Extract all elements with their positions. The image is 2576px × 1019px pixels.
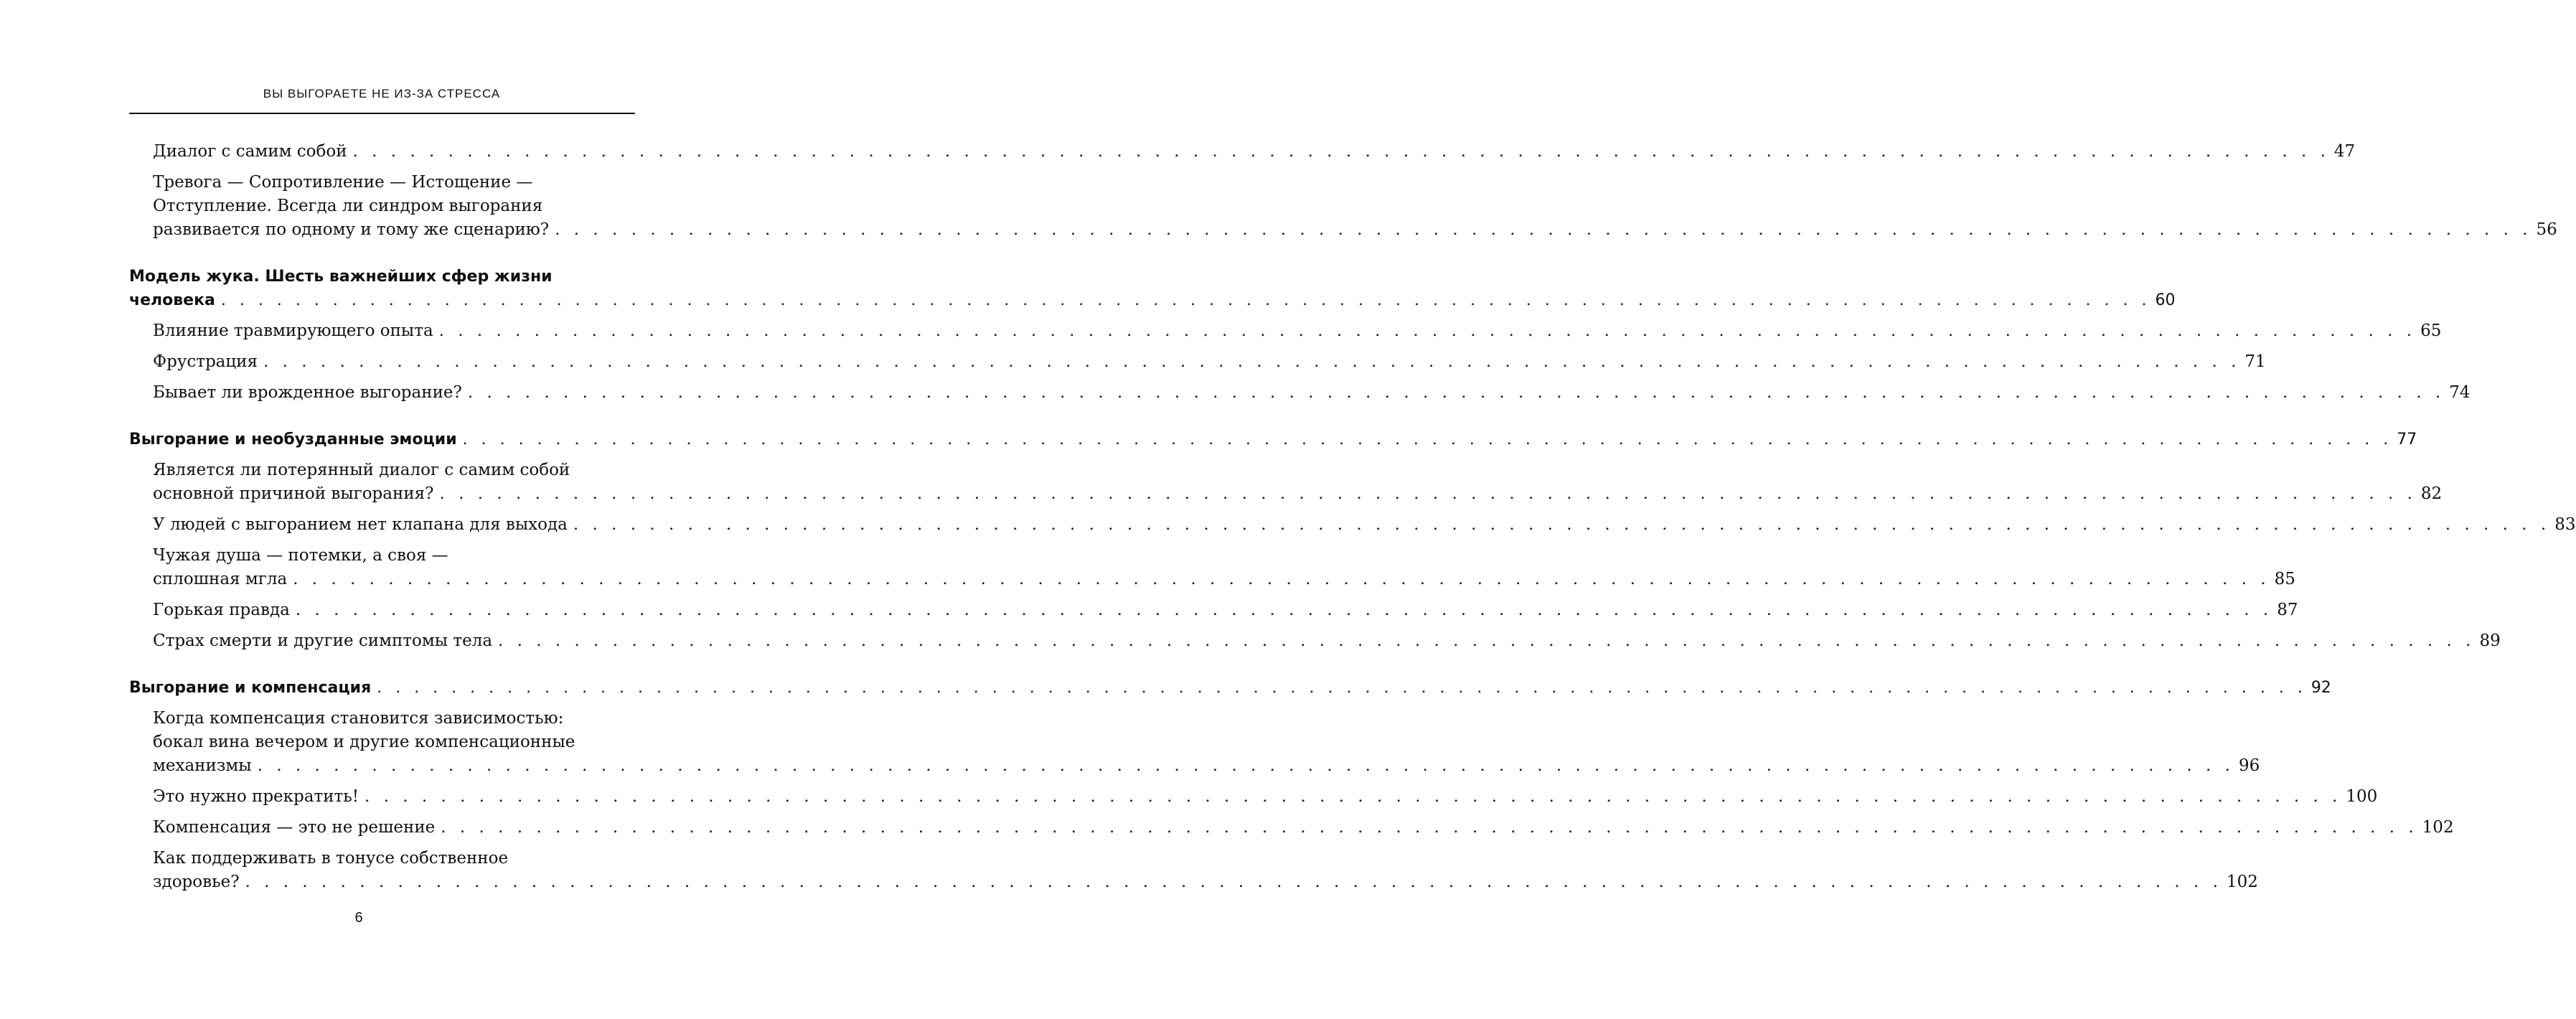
toc-page-number: 83 <box>2554 515 2576 534</box>
toc-entry-title-line: Тревога — Сопротивление — Истощение — <box>153 173 533 192</box>
toc-chapter-title-line: человека <box>129 291 215 309</box>
table-of-contents <box>129 140 2576 894</box>
toc-page-number: 89 <box>2479 631 2501 650</box>
dot-leader: . . . . . . . . . . . . . . . . . . . . . . . . . . . . . . . . . . . . . . . . . . . . . . . . . . . . . . . . . . . . . . . . . . . . . . . . . . . . . . . . . . . . . . . . . . . . . . . . . . . . . . . . <box>498 631 2476 650</box>
toc-entry-title-line: Как поддерживать в тонусе собственное <box>153 849 509 868</box>
toc-entry-subsection[interactable] <box>129 707 2260 778</box>
toc-entry-title-line: развивается по одному и тому же сценарию? <box>153 220 550 239</box>
toc-entry-subsection[interactable] <box>129 785 2378 809</box>
toc-entry-title: Диалог с самим собой <box>153 142 347 161</box>
toc-entry-title-line: Отступление. Всегда ли синдром выгорания <box>153 197 543 215</box>
toc-entry-title: Компенсация — это не решение <box>153 818 436 837</box>
dot-leader: . . . . . . . . . . . . . . . . . . . . . . . . . . . . . . . . . . . . . . . . . . . . . . . . . . . . . . . . . . . . . . . . . . . . . . . . . . . . . . . . . . . . . . . . . . . . . . . . . . . . . . . . <box>555 220 2532 239</box>
toc-page-number: 47 <box>2333 142 2356 161</box>
toc-entry-title: Фрустрация <box>153 352 258 371</box>
toc-entry-chapter[interactable] <box>129 265 2176 312</box>
toc-entry-title: Это нужно прекратить! <box>153 787 359 806</box>
dot-leader: . . . . . . . . . . . . . . . . . . . . . . . . . . . . . . . . . . . . . . . . . . . . . . . . . . . . . . . . . . . . . . . . . . . . . . . . . . . . . . . . . . . . . . . . . . . . . . . . . . . . . . . . <box>263 352 2241 371</box>
toc-page-number: 85 <box>2274 570 2295 588</box>
toc-entry-subsection[interactable] <box>129 350 2266 374</box>
toc-entry-subsection[interactable] <box>129 459 2443 506</box>
toc-entry-chapter[interactable] <box>129 676 2331 700</box>
dot-leader: . . . . . . . . . . . . . . . . . . . . . . . . . . . . . . . . . . . . . . . . . . . . . . . . . . . . . . . . . . . . . . . . . . . . . . . . . . . . . . . . . . . . . . . . . . . . . . . . . . . . . . . . <box>220 291 2151 309</box>
dot-leader: . . . . . . . . . . . . . . . . . . . . . . . . . . . . . . . . . . . . . . . . . . . . . . . . . . . . . . . . . . . . . . . . . . . . . . . . . . . . . . . . . . . . . . . . . . . . . . . . . . . . . . . . <box>365 787 2342 806</box>
toc-entry-subsection[interactable] <box>129 140 2356 164</box>
dot-leader: . . . . . . . . . . . . . . . . . . . . . . . . . . . . . . . . . . . . . . . . . . . . . . . . . . . . . . . . . . . . . . . . . . . . . . . . . . . . . . . . . . . . . . . . . . . . . . . . . . . . . . . . <box>293 570 2270 588</box>
toc-entry-title-line: Когда компенсация становится зависимостью: <box>153 709 564 728</box>
toc-entry-title-line: Чужая душа — потемки, а своя — <box>153 546 448 565</box>
toc-entry-title: Горькая правда <box>153 601 290 619</box>
dot-leader: . . . . . . . . . . . . . . . . . . . . . . . . . . . . . . . . . . . . . . . . . . . . . . . . . . . . . . . . . . . . . . . . . . . . . . . . . . . . . . . . . . . . . . . . . . . . . . . . . . . . . . . . <box>438 321 2417 340</box>
toc-entry-subsection[interactable] <box>129 544 2295 591</box>
toc-page-number: 71 <box>2244 352 2266 371</box>
toc-page-number: 77 <box>2397 431 2417 449</box>
toc-page-number: 102 <box>2226 873 2258 891</box>
toc-page-number: 74 <box>2449 383 2471 402</box>
toc-page-number: 102 <box>2422 818 2454 837</box>
dot-leader: . . . . . . . . . . . . . . . . . . . . . . . . . . . . . . . . . . . . . . . . . . . . . . . . . . . . . . . . . . . . . . . . . . . . . . . . . . . . . . . . . . . . . . . . . . . . . . . . . . . . . . . . <box>257 756 2234 775</box>
toc-entry-title: У людей с выгоранием нет клапана для выхода <box>153 515 568 534</box>
toc-entry-subsection[interactable] <box>129 847 2258 894</box>
toc-page-number: 65 <box>2420 321 2442 340</box>
toc-page-number: 56 <box>2536 220 2557 239</box>
toc-entry-subsection[interactable] <box>129 513 2576 537</box>
dot-leader: . . . . . . . . . . . . . . . . . . . . . . . . . . . . . . . . . . . . . . . . . . . . . . . . . . . . . . . . . . . . . . . . . . . . . . . . . . . . . . . . . . . . . . . . . . . . . . . . . . . . . . . . <box>352 142 2330 161</box>
toc-entry-chapter[interactable] <box>129 428 2417 451</box>
toc-entry-title: Бывает ли врожденное выгорание? <box>153 383 462 402</box>
toc-entry-subsection[interactable] <box>129 319 2442 343</box>
dot-leader: . . . . . . . . . . . . . . . . . . . . . . . . . . . . . . . . . . . . . . . . . . . . . . . . . . . . . . . . . . . . . . . . . . . . . . . . . . . . . . . . . . . . . . . . . . . . . . . . . . . . . . . . <box>573 515 2551 534</box>
toc-entry-subsection[interactable] <box>129 816 2454 840</box>
toc-entry-title-line: сплошная мгла <box>153 570 288 588</box>
toc-chapter-title-line: Модель жука. Шесть важнейших сфер жизни <box>129 268 553 286</box>
toc-page-number: 100 <box>2346 787 2378 806</box>
toc-entry-title-line: бокал вина вечером и другие компенсационные <box>153 733 575 751</box>
toc-page-number: 87 <box>2277 601 2298 619</box>
dot-leader: . . . . . . . . . . . . . . . . . . . . . . . . . . . . . . . . . . . . . . . . . . . . . . . . . . . . . . . . . . . . . . . . . . . . . . . . . . . . . . . . . . . . . . . . . . . . . . . . . . . . . . . . <box>245 873 2222 891</box>
dot-leader: . . . . . . . . . . . . . . . . . . . . . . . . . . . . . . . . . . . . . . . . . . . . . . . . . . . . . . . . . . . . . . . . . . . . . . . . . . . . . . . . . . . . . . . . . . . . . . . . . . . . . . . . <box>467 383 2445 402</box>
dot-leader: . . . . . . . . . . . . . . . . . . . . . . . . . . . . . . . . . . . . . . . . . . . . . . . . . . . . . . . . . . . . . . . . . . . . . . . . . . . . . . . . . . . . . . . . . . . . . . . . . . . . . . . . <box>439 484 2417 503</box>
toc-entry-title-line: здоровье? <box>153 873 240 891</box>
toc-page-number: 82 <box>2420 484 2443 503</box>
dot-leader: . . . . . . . . . . . . . . . . . . . . . . . . . . . . . . . . . . . . . . . . . . . . . . . . . . . . . . . . . . . . . . . . . . . . . . . . . . . . . . . . . . . . . . . . . . . . . . . . . . . . . . . . <box>441 818 2418 837</box>
toc-chapter-title: Выгорание и необузданные эмоции <box>129 431 457 449</box>
toc-entry-title-line: основной причиной выгорания? <box>153 484 434 503</box>
toc-entry-subsection[interactable] <box>129 629 2501 653</box>
toc-entry-title: Страх смерти и другие симптомы тела <box>153 631 493 650</box>
dot-leader: . . . . . . . . . . . . . . . . . . . . . . . . . . . . . . . . . . . . . . . . . . . . . . . . . . . . . . . . . . . . . . . . . . . . . . . . . . . . . . . . . . . . . . . . . . . . . . . . . . . . . . . . <box>462 431 2393 449</box>
toc-page-number: 96 <box>2238 756 2260 775</box>
toc-chapter-title: Выгорание и компенсация <box>129 679 372 697</box>
running-head: ВЫ ВЫГОРАЕТЕ НЕ ИЗ-ЗА СТРЕССА <box>263 87 501 100</box>
toc-entry-subsection[interactable] <box>129 381 2471 405</box>
page-number: 6 <box>354 910 363 926</box>
toc-entry-title: Влияние травмирующего опыта <box>153 321 433 340</box>
toc-entry-title-line: Является ли потерянный диалог с самим собой <box>153 461 570 479</box>
toc-page-number: 92 <box>2311 679 2331 697</box>
dot-leader: . . . . . . . . . . . . . . . . . . . . . . . . . . . . . . . . . . . . . . . . . . . . . . . . . . . . . . . . . . . . . . . . . . . . . . . . . . . . . . . . . . . . . . . . . . . . . . . . . . . . . . . . <box>377 679 2307 697</box>
toc-entry-title-line: механизмы <box>153 756 252 775</box>
dot-leader: . . . . . . . . . . . . . . . . . . . . . . . . . . . . . . . . . . . . . . . . . . . . . . . . . . . . . . . . . . . . . . . . . . . . . . . . . . . . . . . . . . . . . . . . . . . . . . . . . . . . . . . . <box>295 601 2273 619</box>
header-rule <box>129 113 635 114</box>
toc-entry-subsection[interactable] <box>129 171 2557 242</box>
toc-entry-subsection[interactable] <box>129 598 2298 622</box>
toc-page-number: 60 <box>2155 291 2176 309</box>
